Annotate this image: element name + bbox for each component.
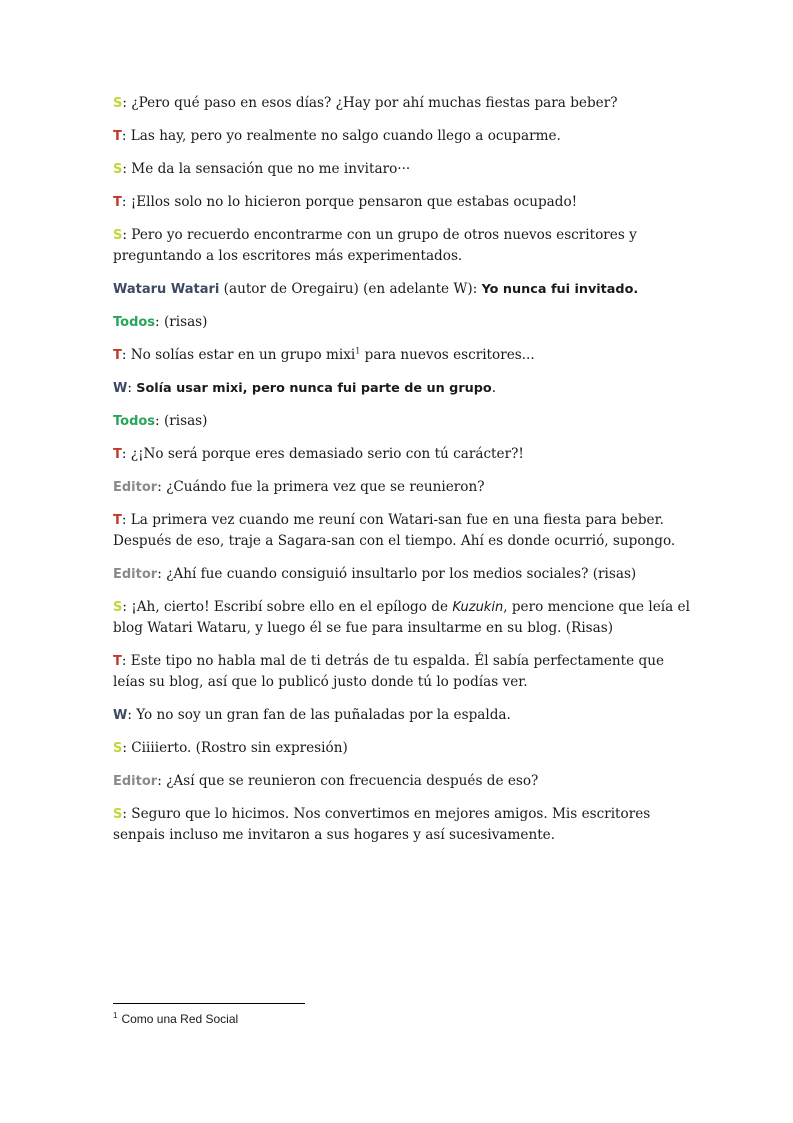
speaker-note: (autor de Oregairu) (en adelante W) [223, 281, 473, 297]
speaker-label: Editor [113, 774, 158, 789]
dialogue-line: S: ¿Pero qué paso en esos días? ¿Hay por ahí muchas fiestas para beber? [113, 95, 618, 111]
footnote-number: 1 [113, 1011, 118, 1020]
footnote-reference[interactable]: 1 [355, 346, 361, 356]
dialogue-line: S: ¡Ah, cierto! Escribí sobre ello en el epílogo de Kuzukin, pero mencione que leía el blog Watari Wataru, y luego él se fue para insultarme en su blog. (Risas) [113, 599, 690, 636]
speaker-label: S [113, 741, 123, 756]
dialogue-line: Todos: (risas) [113, 314, 208, 330]
speaker-label: T [113, 654, 122, 669]
dialogue-line: T: ¡Ellos solo no lo hicieron porque pensaron que estabas ocupado! [113, 194, 578, 210]
speaker-label: S [113, 162, 123, 177]
line-text: Me da la sensación que no me invitaro··· [131, 161, 411, 177]
line-text: ¿Ahí fue cuando consiguió insultarlo por los medios sociales? (risas) [166, 566, 637, 582]
line-text: Seguro que lo hicimos. Nos convertimos en mejores amigos. Mis escritores senpais incluso me invitaron a sus hogares y así sucesivamente. [113, 806, 651, 843]
line-text: La primera vez cuando me reuní con Watari-san fue en una fiesta para beber. Después de eso, traje a Sagara-san con el tiempo. Ahí es donde ocurrió, supongo. [113, 512, 676, 549]
line-text: (risas) [163, 413, 208, 429]
interview-dialogue [113, 93, 693, 858]
speaker-label: S [113, 96, 123, 111]
dialogue-line: T: No solías estar en un grupo mixi$^1$ para nuevos escritores... [113, 346, 535, 363]
footnote-divider [113, 1003, 305, 1004]
dialogue-line: T: Las hay, pero yo realmente no salgo cuando llego a ocuparme. [113, 128, 561, 144]
line-text: para nuevos escritores... [360, 347, 535, 363]
line-text: Yo nunca fui invitado. [481, 282, 639, 297]
line-text: No solías estar en un grupo mixi [130, 347, 356, 363]
speaker-label: T [113, 129, 122, 144]
speaker-label: T [113, 447, 122, 462]
line-text: ¡Ellos solo no lo hicieron porque pensaron que estabas ocupado! [130, 194, 578, 210]
line-text: , pero mencione que leía el blog Watari Wataru, y luego él se fue para insultarme en su blog. (Risas) [113, 599, 690, 636]
line-text: Solía usar mixi, pero nunca fui parte de un grupo [136, 381, 492, 396]
speaker-label: S [113, 807, 123, 822]
footnote [113, 1011, 238, 1026]
speaker-label: T [113, 513, 122, 528]
dialogue-line: Editor: ¿Ahí fue cuando consiguió insultarlo por los medios sociales? (risas) [113, 566, 637, 582]
dialogue-line: S: Me da la sensación que no me invitaro··· [113, 161, 411, 177]
line-text: (risas) [163, 314, 208, 330]
dialogue-line: S: Seguro que lo hicimos. Nos convertimos en mejores amigos. Mis escritores senpais incluso me invitaron a sus hogares y así sucesivamente. [113, 806, 651, 843]
dialogue-line: Editor: ¿Así que se reunieron con frecuencia después de eso? [113, 773, 539, 789]
line-text: ¡Ah, cierto! Escribí sobre ello en el epílogo de [131, 599, 453, 615]
dialogue-line: S: Ciiiierto. (Rostro sin expresión) [113, 740, 348, 756]
line-text: ¿¡No será porque eres demasiado serio con tú carácter?! [130, 446, 524, 462]
speaker-label: Todos [113, 315, 156, 330]
dialogue-line: W: Solía usar mixi, pero nunca fui parte de un grupo. [113, 380, 497, 396]
line-text: Ciiiierto. (Rostro sin expresión) [131, 740, 348, 756]
speaker-label: W [113, 381, 128, 396]
line-text: Las hay, pero yo realmente no salgo cuando llego a ocuparme. [130, 128, 561, 144]
line-text: Este tipo no habla mal de ti detrás de tu espalda. Él sabía perfectamente que leías su blog, así que lo publicó justo donde tú lo podías ver. [113, 653, 664, 690]
speaker-label: Wataru Watari [113, 282, 220, 297]
line-tail: . [491, 380, 497, 396]
dialogue-line: S: Pero yo recuerdo encontrarme con un grupo de otros nuevos escritores y preguntando a los escritores más experimentados. [113, 227, 637, 264]
speaker-label: Todos [113, 414, 156, 429]
dialogue-line: W: Yo no soy un gran fan de las puñaladas por la espalda. [113, 707, 511, 723]
dialogue-line: T: La primera vez cuando me reuní con Watari-san fue en una fiesta para beber. Después de eso, traje a Sagara-san con el tiempo. Ahí es donde ocurrió, supongo. [113, 512, 676, 549]
dialogue-line: Editor: ¿Cuándo fue la primera vez que se reunieron? [113, 479, 485, 495]
line-text: ¿Cuándo fue la primera vez que se reunieron? [166, 479, 485, 495]
speaker-label: Editor [113, 480, 158, 495]
dialogue-line: T: ¿¡No será porque eres demasiado serio con tú carácter?! [113, 446, 524, 462]
dialogue-line: T: Este tipo no habla mal de ti detrás de tu espalda. Él sabía perfectamente que leías su blog, así que lo publicó justo donde tú lo podías ver. [113, 653, 664, 690]
speaker-label: T [113, 348, 122, 363]
speaker-label: Editor [113, 567, 158, 582]
footnote-text: Como una Red Social [121, 1012, 239, 1026]
dialogue-line: Todos: (risas) [113, 413, 208, 429]
speaker-label: T [113, 195, 122, 210]
dialogue-line: Wataru Watari (autor de Oregairu) (en adelante W): Yo nunca fui invitado. [113, 281, 639, 297]
line-text: Pero yo recuerdo encontrarme con un grupo de otros nuevos escritores y preguntando a los escritores más experimentados. [113, 227, 637, 264]
book-title: Kuzukin [452, 600, 504, 615]
speaker-label: S [113, 228, 123, 243]
speaker-label: W [113, 708, 128, 723]
line-text: ¿Así que se reunieron con frecuencia después de eso? [166, 773, 539, 789]
line-text: ¿Pero qué paso en esos días? ¿Hay por ahí muchas fiestas para beber? [131, 95, 618, 111]
speaker-label: S [113, 600, 123, 615]
line-text: Yo no soy un gran fan de las puñaladas por la espalda. [136, 707, 511, 723]
